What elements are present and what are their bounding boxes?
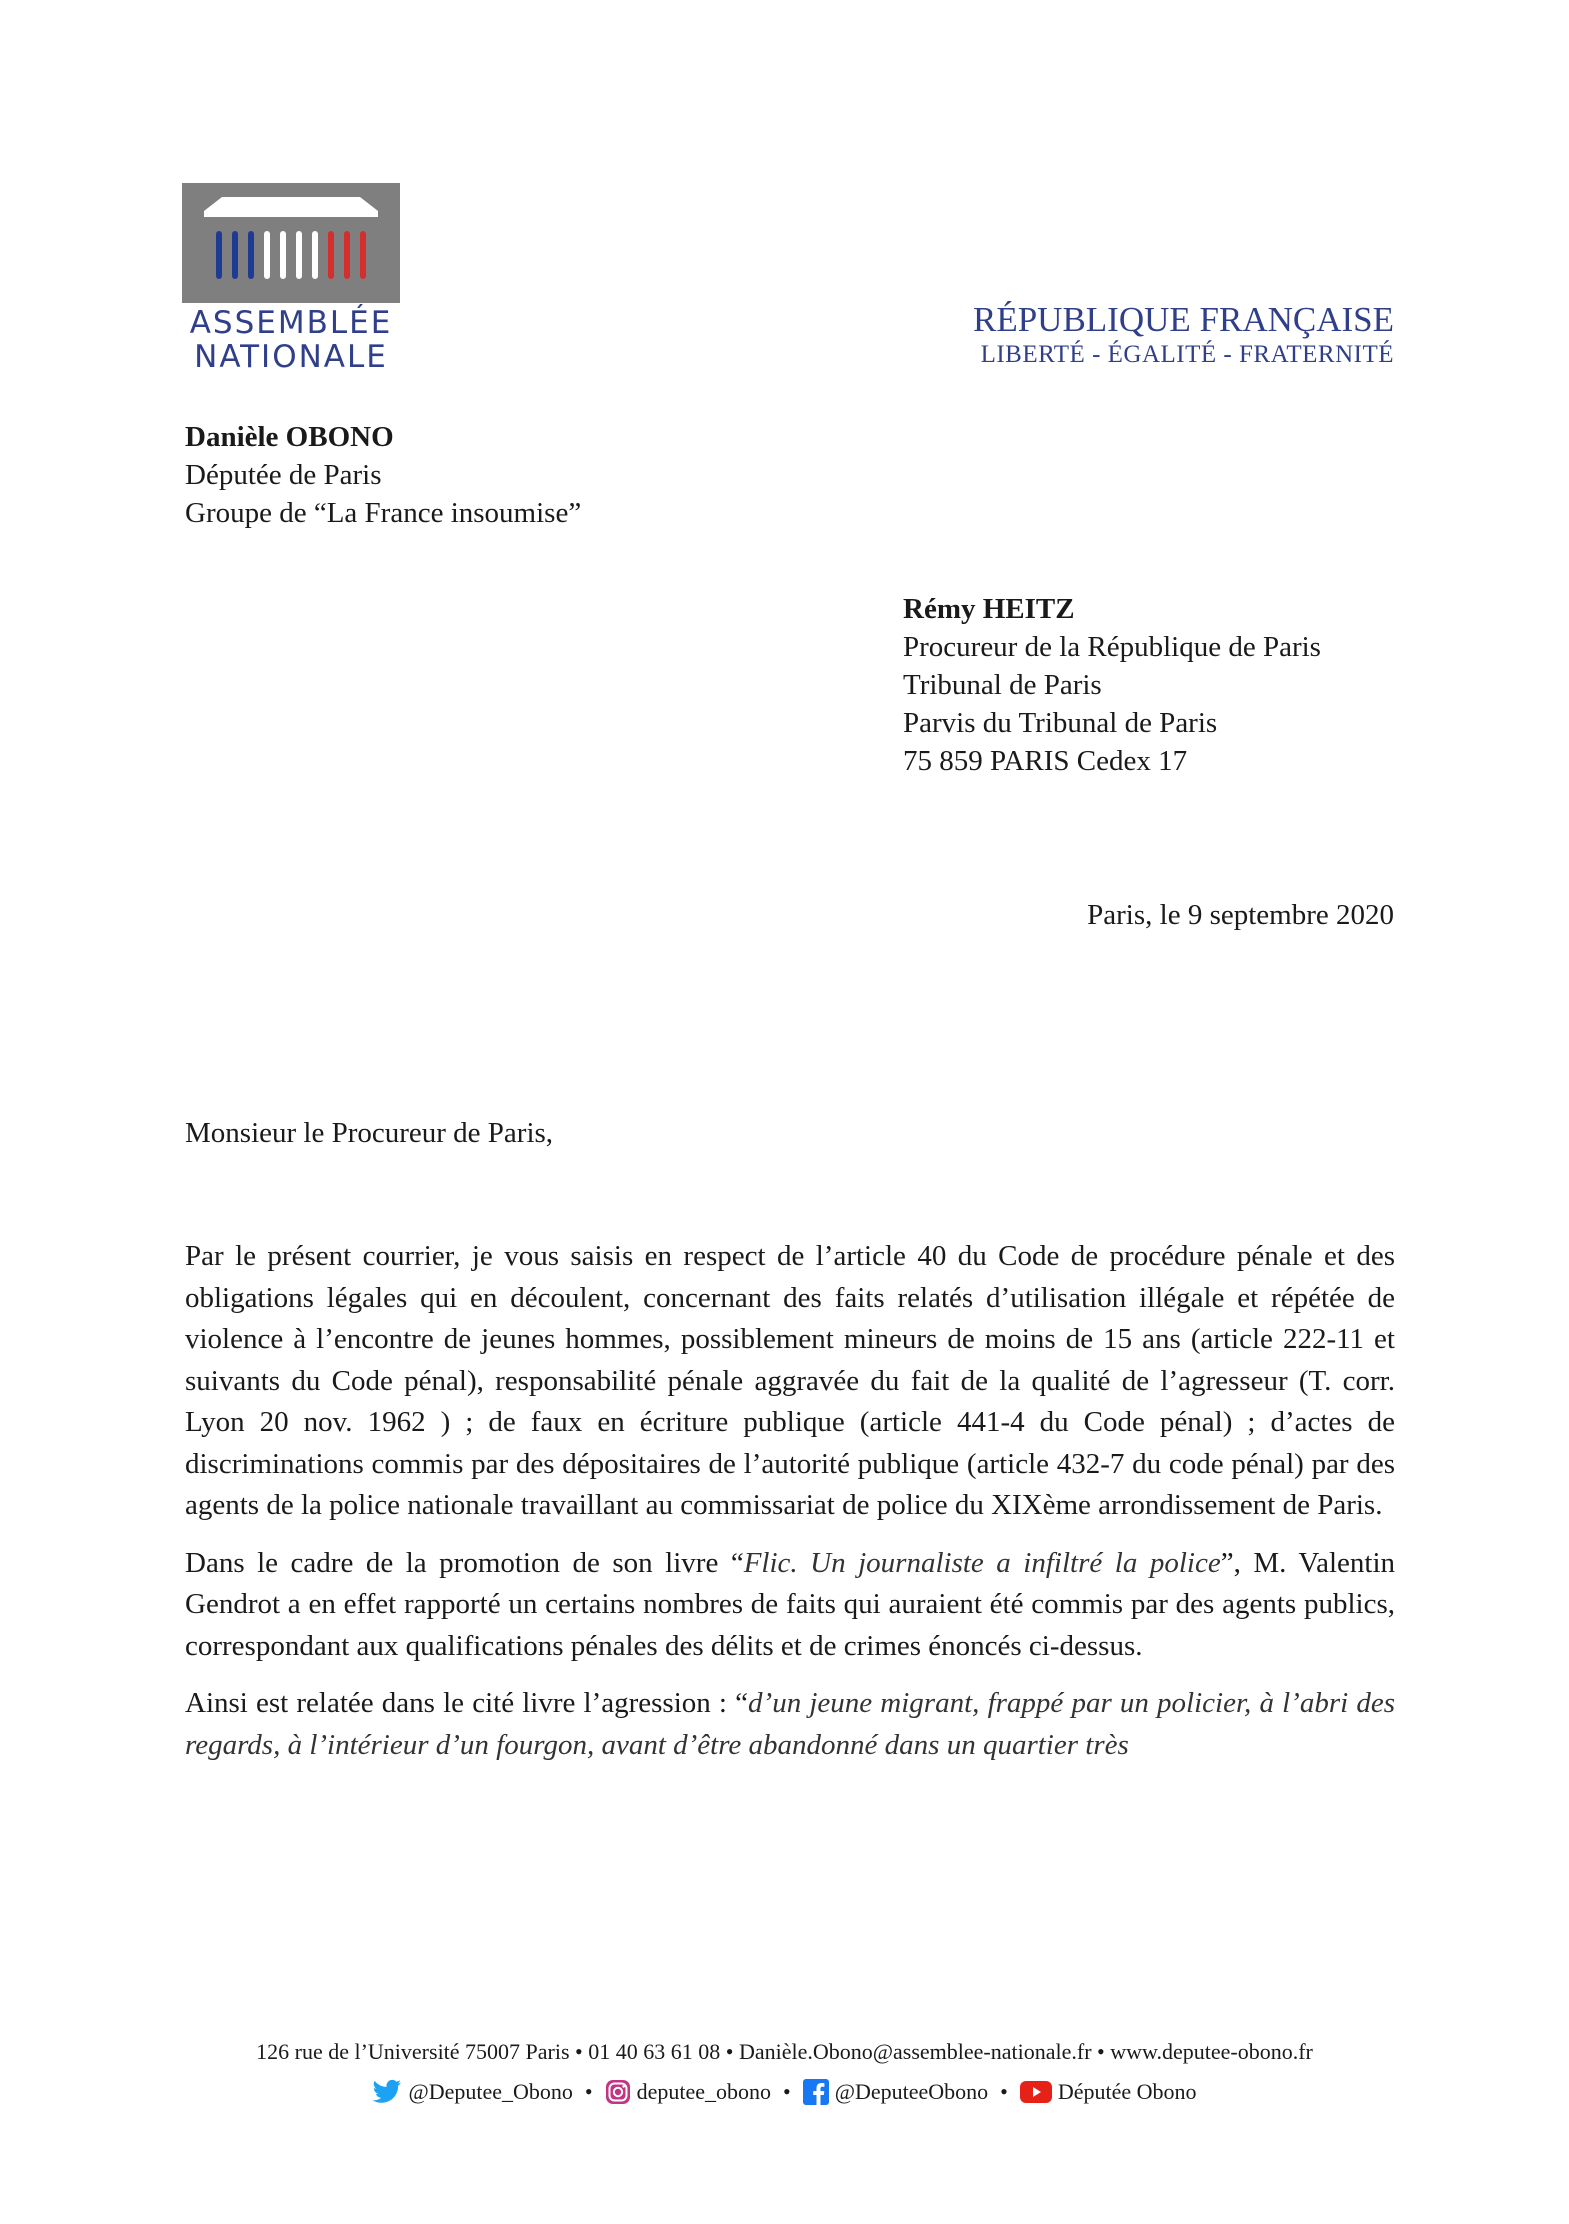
- book-title: Flic. Un journaliste a infiltré la police: [743, 1546, 1221, 1579]
- logo-plate: [182, 183, 400, 303]
- parliament-building-icon: [182, 183, 400, 303]
- sender-block: [185, 418, 581, 532]
- p2-rest: ”, M. Valentin Gendrot a en effet rapporté un certains nombres de faits qui auraient été commis par des agents publics, correspondant aux qualifications pénales des délits et de crimes énoncés ci-dessus.: [185, 1546, 1396, 1662]
- republic-heading: [973, 300, 1394, 370]
- bullet-3: •: [1000, 2079, 1008, 2104]
- republic-motto: LIBERTÉ - ÉGALITÉ - FRATERNITÉ: [980, 341, 1394, 368]
- recipient-block: [903, 590, 1321, 780]
- facebook-icon: [803, 2079, 829, 2105]
- recipient-street: Parvis du Tribunal de Paris: [903, 707, 1218, 739]
- letter-date: Paris, le 9 septembre 2020: [1087, 899, 1394, 931]
- recipient-court: Tribunal de Paris: [903, 669, 1102, 701]
- facebook-link[interactable]: @DeputeeObono: [834, 2079, 989, 2104]
- youtube-icon: [1020, 2080, 1052, 2104]
- book-quote: d’un jeune migrant, frappé par un policier, à l’abri des regards, à l’intérieur d’un fourgon, avant d’être abandonné dans un quartier très: [185, 1687, 1395, 1761]
- salutation: Monsieur le Procureur de Paris,: [185, 1117, 554, 1149]
- body-paragraph-3: [185, 1683, 1395, 1766]
- body-paragraph-1: Par le présent courrier, je vous saisis en respect de l’article 40 du Code de procédure pénale et des obligations légales qui en découlent, concernant des faits relatés d’utilisation illégale et répétée de violence à l’encontre de jeunes hommes, possiblement mineurs de moins de 15 ans (article 222-11 et suivants du Code pénal), responsabilité pénale aggravée du fait de la qualité de l’agresseur (T. corr. Lyon 20 nov. 1962 ) ; de faux en écriture publique (article 441-4 du Code pénal) ; d’actes de discriminations commis par des dépositaires de l’autorité publique (article 432-7 du code pénal) par des agents de la police nationale travaillant au commissariat de police du XIXème arrondissement de Paris.: [185, 1240, 1395, 1521]
- twitter-icon: [372, 2079, 402, 2105]
- twitter-link[interactable]: @Deputee_Obono: [408, 2079, 573, 2104]
- instagram-icon: [605, 2079, 631, 2105]
- recipient-title: Procureur de la République de Paris: [903, 631, 1321, 663]
- youtube-link[interactable]: Députée Obono: [1057, 2079, 1197, 2104]
- bullet-2: •: [783, 2079, 791, 2104]
- recipient-name: Rémy HEITZ: [903, 593, 1075, 625]
- logo-line-1: ASSEMBLÉE: [189, 305, 393, 341]
- assemblee-nationale-logo: [182, 183, 400, 378]
- p2-intro: Dans le cadre de la promotion de son livre “: [185, 1546, 744, 1579]
- bullet-1: •: [584, 2079, 593, 2104]
- logo-line-2: NATIONALE: [194, 339, 388, 375]
- footer: [0, 2037, 1569, 2107]
- letter-body: [185, 1236, 1395, 1782]
- footer-social: [0, 2077, 1569, 2107]
- recipient-city: 75 859 PARIS Cedex 17: [903, 745, 1188, 777]
- instagram-link[interactable]: deputee_obono: [636, 2079, 771, 2104]
- footer-address: 126 rue de l’Université 75007 Paris • 01 40 63 61 08 • Danièle.Obono@assemblee-nationale.fr • www.deputee-obono.fr: [256, 2039, 1313, 2064]
- sender-group: Groupe de “La France insoumise”: [185, 497, 582, 529]
- p3-intro: Ainsi est relatée dans le cité livre l’agression : “: [185, 1687, 749, 1719]
- sender-name: Danièle OBONO: [185, 421, 394, 453]
- republic-title: RÉPUBLIQUE FRANÇAISE: [972, 300, 1394, 339]
- sender-role: Députée de Paris: [185, 459, 382, 491]
- body-paragraph-2: [185, 1543, 1395, 1668]
